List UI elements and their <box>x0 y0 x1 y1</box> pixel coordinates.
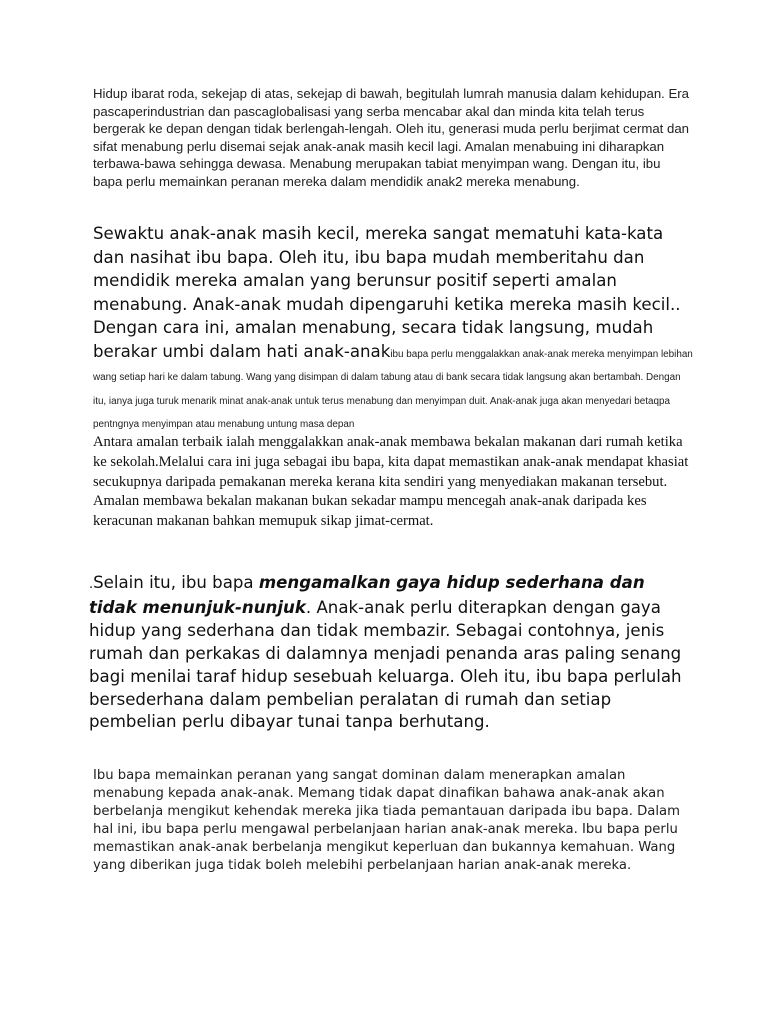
paragraph-childhood-note: ibu bapa perlu menggalakkan anak-anak mereka menyimpan lebihan wang setiap hari ke dalam tabung. Wang yang disimpan di dalam tabung atau di bank secara tidak langsung akan bertambah. Dengan itu, ianya juga turuk menarik minat anak-anak untuk terus menabung dan menyimpan duit. Anak-anak juga akan menyedari betaqpa pentngnya menyimpan atau menabung untung masa depan <box>93 348 693 430</box>
paragraph-intro: Hidup ibarat roda, sekejap di atas, sekejap di bawah, begitulah lumrah manusia dalam kehidupan. Era pascaperindustrian dan pascaglobalisasi yang serba mencabar akal dan minda kita telah terus bergerak ke depan dengan tidak berlengah-lengah. Oleh itu, generasi muda perlu berjimat cermat dan sifat menabung perlu disemai sejak anak-anak masih kecil lagi. Amalan menabuing ini diharapkan terbawa-bawa sehingga dewasa. Menabung merupakan tabiat menyimpan wang. Dengan itu, ibu bapa perlu memainkan peranan mereka dalam mendidik anak2 mereka menabung. <box>93 86 690 189</box>
paragraph-lifestyle-lead: . <box>89 577 94 592</box>
paragraph-childhood <box>93 222 693 434</box>
paragraph-lifestyle-emphasis: mengamalkan gaya hidup sederhana dan tidak menunjuk-nunjuk <box>89 573 645 617</box>
paragraph-lifestyle-start: Selain itu, ibu bapa <box>93 573 259 592</box>
paragraph-spending: Ibu bapa memainkan peranan yang sangat dominan dalam menerapkan amalan menabung kepada anak-anak. Memang tidak dapat dinafikan bahawa anak-anak akan berbelanja mengikut kehendak mereka jika tiada pemantauan daripada ibu bapa. Dalam hal ini, ibu bapa perlu mengawal perbelanjaan harian anak-anak mereka. Ibu bapa perlu memastikan anak-anak berbelanja mengikut keperluan dan bukannya kemahuan. Wang yang diberikan juga tidak boleh melebihi perbelanjaan harian anak-anak mereka. <box>93 768 680 873</box>
paragraph-childhood-main: Sewaktu anak-anak masih kecil, mereka sangat mematuhi kata-kata dan nasihat ibu bapa. Oleh itu, ibu bapa mudah memberitahu dan mendidik mereka amalan yang berunsur positif seperti amalan menabung. Anak-anak mudah dipengaruhi ketika mereka masih kecil.. Dengan cara ini, amalan menabung, secara tidak langsung, mudah berakar umbi dalam hati anak-anak <box>93 224 681 361</box>
paragraph-lifestyle-rest: . Anak-anak perlu diterapkan dengan gaya hidup yang sederhana dan tidak membazir. Sebagai contohnya, jenis rumah dan perkakas di dalamnya menjadi penanda aras paling senang bagi menilai taraf hidup sesebuah keluarga. Oleh itu, ibu bapa perlulah bersederhana dalam pembelian peralatan di rumah dan setiap pembelian perlu dibayar tunai tanpa berhutang. <box>89 597 682 732</box>
paragraph-lifestyle <box>89 572 689 734</box>
paragraph-food: Antara amalan terbaik ialah menggalakkan anak-anak membawa bekalan makanan dari rumah ketika ke sekolah.Melalui cara ini juga sebagai ibu bapa, kita dapat memastikan anak-anak mendapat khasiat secukupnya daripada pemakanan mereka kerana kita sendiri yang menyediakan makanan tersebut. Amalan membawa bekalan makanan bukan sekadar mampu mencegah anak-anak daripada kes keracunan makanan bahkan memupuk sikap jimat-cermat. <box>93 434 689 530</box>
